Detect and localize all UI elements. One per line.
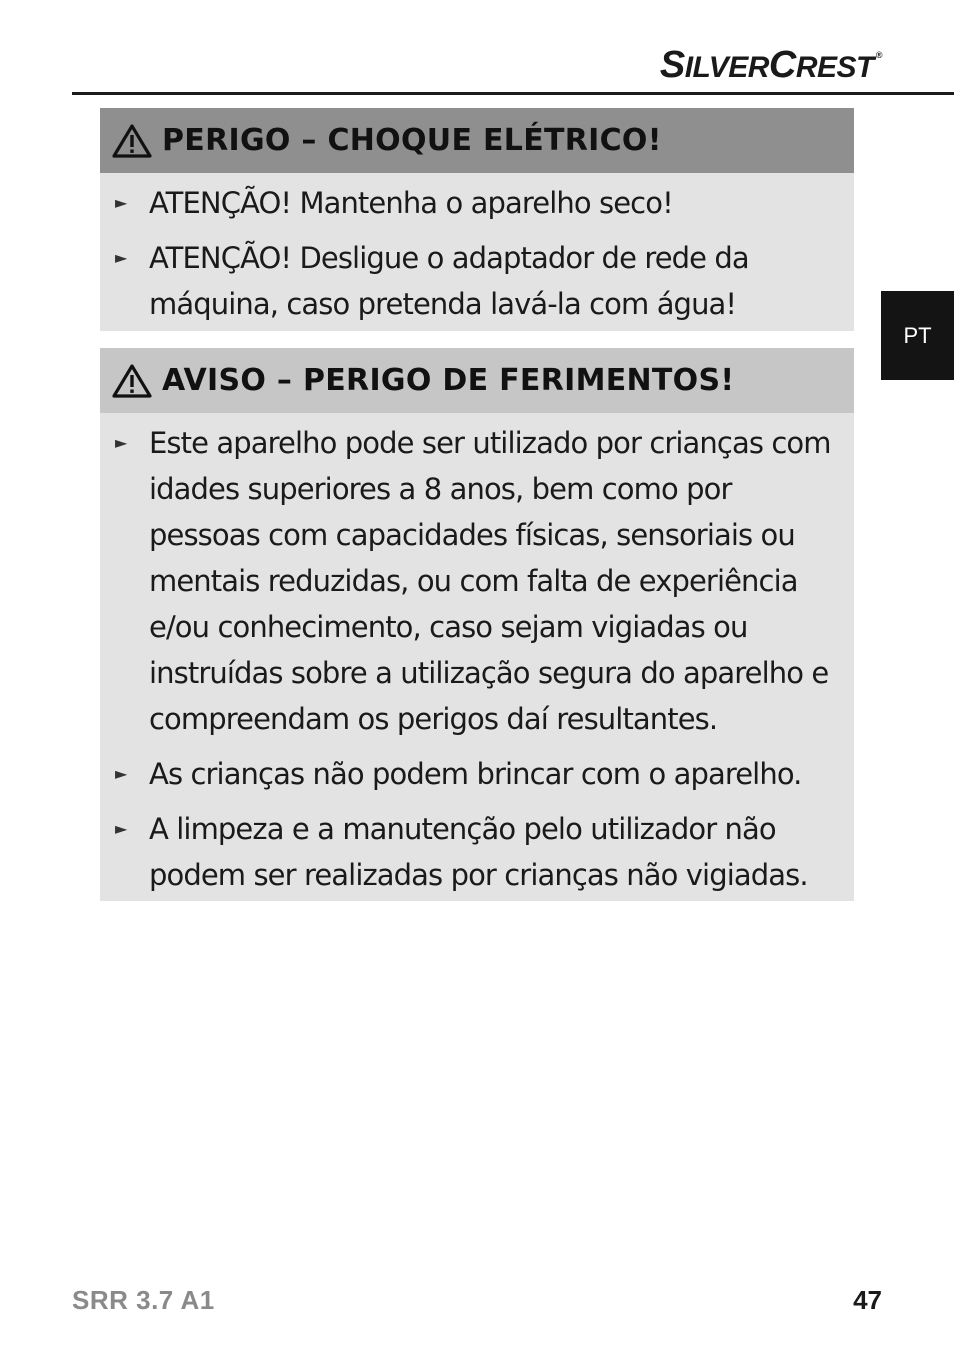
list-item bbox=[100, 806, 844, 898]
list-item-text: ATENÇÃO! Mantenha o aparelho seco! bbox=[149, 186, 673, 220]
list-item-text: ATENÇÃO! Desligue o adaptador de rede da máquina, caso pretenda lavá-la com água! bbox=[149, 241, 749, 321]
triangle-right-icon: ► bbox=[115, 819, 127, 838]
registered-mark: ® bbox=[875, 50, 882, 60]
danger-heading-text: PERIGO – CHOQUE ELÉTRICO! bbox=[162, 123, 662, 158]
list-item-text: A limpeza e a manutenção pelo utilizador não podem ser realizadas por crianças não vigiadas. bbox=[149, 812, 808, 892]
language-tab-label: PT bbox=[903, 322, 932, 348]
warning-triangle-icon bbox=[112, 124, 152, 158]
danger-box-electric-shock bbox=[100, 108, 854, 331]
list-item bbox=[100, 751, 844, 797]
warning-heading bbox=[100, 348, 854, 413]
list-item-text: As crianças não podem brincar com o aparelho. bbox=[149, 757, 802, 791]
warning-triangle-icon bbox=[112, 364, 152, 398]
brand-ilver: ILVER bbox=[684, 51, 769, 84]
danger-list bbox=[100, 173, 854, 327]
brand-letter-c: C bbox=[768, 44, 796, 86]
warning-heading-text: AVISO – PERIGO DE FERIMENTOS! bbox=[162, 363, 735, 398]
warning-list bbox=[100, 413, 854, 898]
brand-rest: REST bbox=[795, 51, 874, 84]
list-item-text: Este aparelho pode ser utilizado por crianças com idades superiores a 8 anos, bem como por pessoas com capacidades físicas, sensoriais ou mentais reduzidas, ou com falta de experiência e/ou conhecimento, caso sejam vigiadas ou instruídas sobre a utilização segura do aparelho e compreendam os perigos daí resultantes. bbox=[149, 426, 831, 736]
list-item bbox=[100, 420, 844, 742]
brand-letter-s: S bbox=[659, 44, 685, 86]
triangle-right-icon: ► bbox=[115, 193, 127, 212]
list-item bbox=[100, 180, 844, 226]
list-item bbox=[100, 235, 844, 327]
brand-logo bbox=[660, 44, 882, 87]
triangle-right-icon: ► bbox=[115, 764, 127, 783]
triangle-right-icon: ► bbox=[115, 248, 127, 267]
danger-heading bbox=[100, 108, 854, 173]
page-number: 47 bbox=[853, 1285, 882, 1315]
warning-box-injury bbox=[100, 348, 854, 901]
footer-model: SRR 3.7 A1 bbox=[72, 1285, 215, 1315]
triangle-right-icon: ► bbox=[115, 433, 127, 452]
language-tab bbox=[881, 291, 954, 380]
header-rule bbox=[72, 92, 954, 95]
